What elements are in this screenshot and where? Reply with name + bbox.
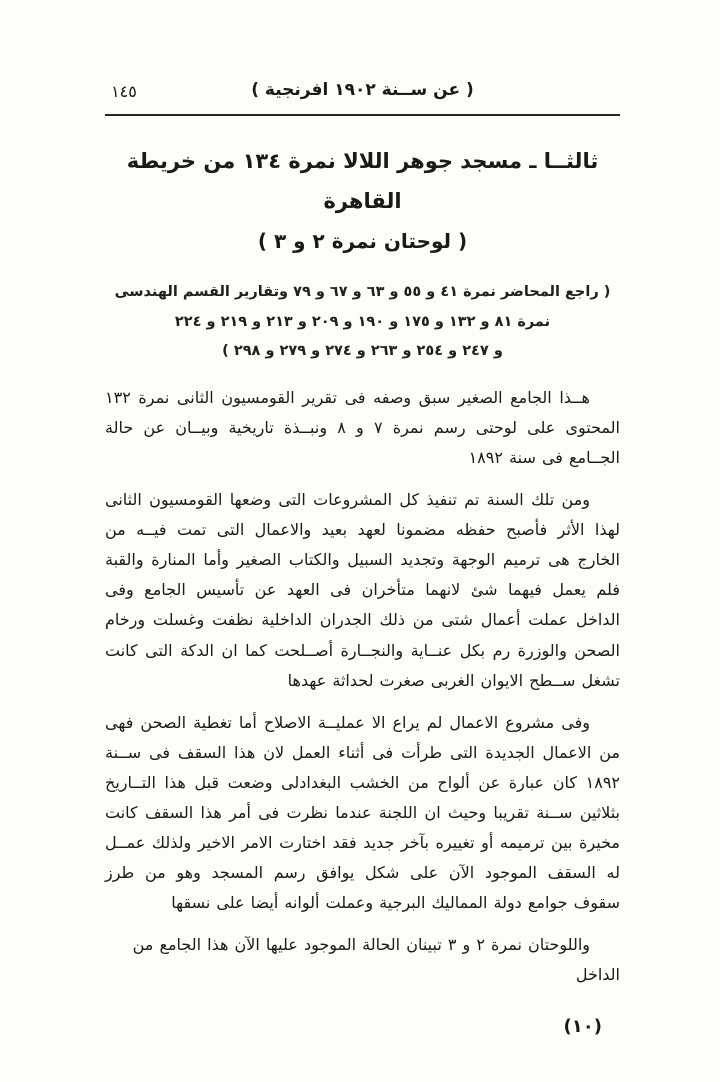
page-number: ١٤٥ xyxy=(111,82,137,101)
references-block xyxy=(105,278,620,367)
body-paragraph: ومن تلك السنة تم تنفيذ كل المشروعات التى وضعها القومسيون الثانى لهذا الأثر فأصبح حفظه مضمونا لعهد بعيد والاعمال التى تمت فيــه من الخارج هى ترميم الوجهة وتجديد السبيل والكتاب الصغير وأما المنارة والقبة فلم يعمل فيهما شئ لانهما متأخران فى العهد عن تأسيس الجامع وفى الداخل عملت أعمال شتى من ذلك الجدران الداخلية نظفت وغسلت ورخام الصحن والوزرة رم بكل عنــاية والنجــارة أصــلحت كما ان الدكة التى كانت تشغل ســطح الايوان الغربى صغرت لحداثة عهدها xyxy=(105,490,620,690)
header-note: ( عن ســنة ١٩٠٢ افرنجية ) xyxy=(251,80,474,100)
footer-signature-mark: (١٠) xyxy=(563,1016,602,1038)
references-line3: و ٢٤٧ و ٢٥٤ و ٢٦٣ و ٢٧٤ و ٢٧٩ و ٢٩٨ ) xyxy=(222,343,503,360)
body-paragraph: واللوحتان نمرة ٢ و ٣ تبينان الحالة الموجود عليها الآن هذا الجامع من الداخل xyxy=(132,935,620,985)
section-title-line2: ( لوحتان نمرة ٢ و ٣ ) xyxy=(257,228,468,253)
page-content xyxy=(105,80,620,1037)
references-line1: ( راجع المحاضر نمرة ٤١ و ٥٥ و ٦٣ و ٦٧ و ٧٩ وتقارير القسم الهندسى xyxy=(114,283,611,300)
section-title-line1: ثالثــا ـ مسجد جوهر اللالا نمرة ١٣٤ من خريطة القاهرة xyxy=(126,149,599,213)
body-paragraph: هــذا الجامع الصغير سبق وصفه فى تقرير القومسيون الثانى نمرة ١٣٢ المحتوى على لوحتى رسم نمرة ٧ و ٨ ونبــذة تاريخية وبيــان عن حالة الجــامع فى سنة ١٨٩٢ xyxy=(105,387,621,468)
page-header xyxy=(105,80,620,110)
references-line2: نمرة ٨١ و ١٣٢ و ١٧٥ و ١٩٠ و ٢٠٩ و ٢١٣ و ٢١٩ و ٢٢٤ xyxy=(174,313,551,330)
section-title xyxy=(105,142,620,260)
body-paragraph: وفى مشروع الاعمال لم يراع الا عمليــة الاصلاح أما تغطية الصحن فهى من الاعمال الجديدة التى طرأت فى أثناء العمل لان هذا السقف فى ســنة ١٨٩٢ كان عبارة عن ألواح من الخشب البغدادلى وضعت قبل هذا التــاريخ بثلاثين ســنة تقريبا وحيث ان اللجنة عندما نظرت فى أمر هذا السقف كانت مخيرة بين ترميمه أو تغييره بآخر جديد فقد اختارت الامر الاخير ولذلك عمــل له السقف الموجود الآن على شكل يوافق رسم المسجد وهو من طرز سقوف جوامع دولة المماليك البرجية وعملت ألوانه أيضا على نسقها xyxy=(105,712,620,913)
body-text xyxy=(105,383,620,990)
header-divider xyxy=(105,114,620,116)
